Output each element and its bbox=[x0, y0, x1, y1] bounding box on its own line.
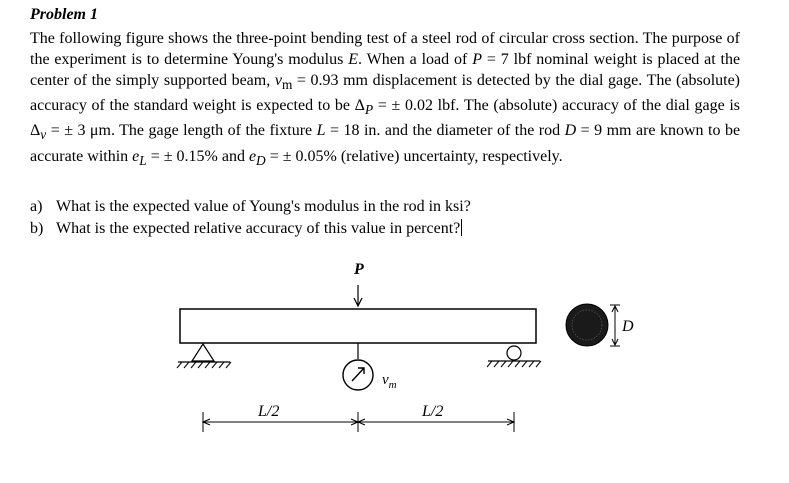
beam bbox=[180, 309, 536, 343]
half-span-right-label: L/2 bbox=[422, 403, 444, 420]
diameter-label: D bbox=[622, 318, 634, 335]
text-part: = 0.93 mm displacement is detected by the dial gage. The (absolute) accuracy of the standard weight is expected to be bbox=[30, 72, 741, 115]
text-part: = ± 0.02 lbf. The (absolute) accuracy of the dial gage is bbox=[377, 97, 741, 115]
symbol-eD: e bbox=[248, 147, 257, 165]
subscript-v: v bbox=[40, 127, 47, 143]
text-part: . When a load of bbox=[358, 51, 468, 68]
symbol-L: L bbox=[316, 122, 326, 140]
symbol-E: E bbox=[348, 51, 359, 68]
text-part: = 18 in. and the diameter of the rod bbox=[330, 122, 561, 140]
subscript-m: m bbox=[281, 77, 293, 93]
subscript-L: L bbox=[139, 152, 147, 168]
pin-support-left bbox=[177, 344, 231, 368]
question-label: b) bbox=[30, 220, 44, 237]
roller-support-right bbox=[487, 346, 541, 367]
question-text: What is the expected relative accuracy of this value in percent? bbox=[56, 220, 461, 237]
symbol-D: D bbox=[564, 122, 577, 140]
text-part: = 9 mm are known to be accurate within bbox=[30, 122, 741, 165]
text-part: The following figure shows the three-point bending test of a steel rod of circular cross section. The purpose of the experiment is to determine Young's modulus bbox=[30, 30, 740, 68]
symbol-vm: v bbox=[274, 72, 282, 89]
question-text: What is the expected value of Young's modulus in the rod in ksi? bbox=[56, 198, 471, 215]
text-part: = ± 3 μm. The gage length of the fixture bbox=[50, 122, 313, 140]
question-label: a) bbox=[30, 198, 43, 215]
load-label: P bbox=[354, 261, 364, 278]
symbol-delta-P: Δ bbox=[354, 97, 365, 115]
problem-title: Problem 1 bbox=[30, 6, 98, 23]
subscript-P: P bbox=[364, 102, 374, 118]
text-part: = 7 lbf nominal weight is placed at the center of the simply supported beam, bbox=[30, 51, 741, 89]
symbol-eL: e bbox=[132, 147, 140, 165]
text-part: = ± 0.15% and bbox=[150, 147, 245, 165]
symbol-delta-v: Δ bbox=[30, 122, 41, 140]
gage-label: $v_m$ bbox=[382, 372, 397, 391]
symbol-P: P bbox=[472, 51, 483, 68]
text-part: = ± 0.05% (relative) uncertainty, respectively. bbox=[269, 147, 563, 165]
subscript-D: D bbox=[256, 152, 266, 168]
half-span-left-label: L/2 bbox=[258, 403, 280, 420]
